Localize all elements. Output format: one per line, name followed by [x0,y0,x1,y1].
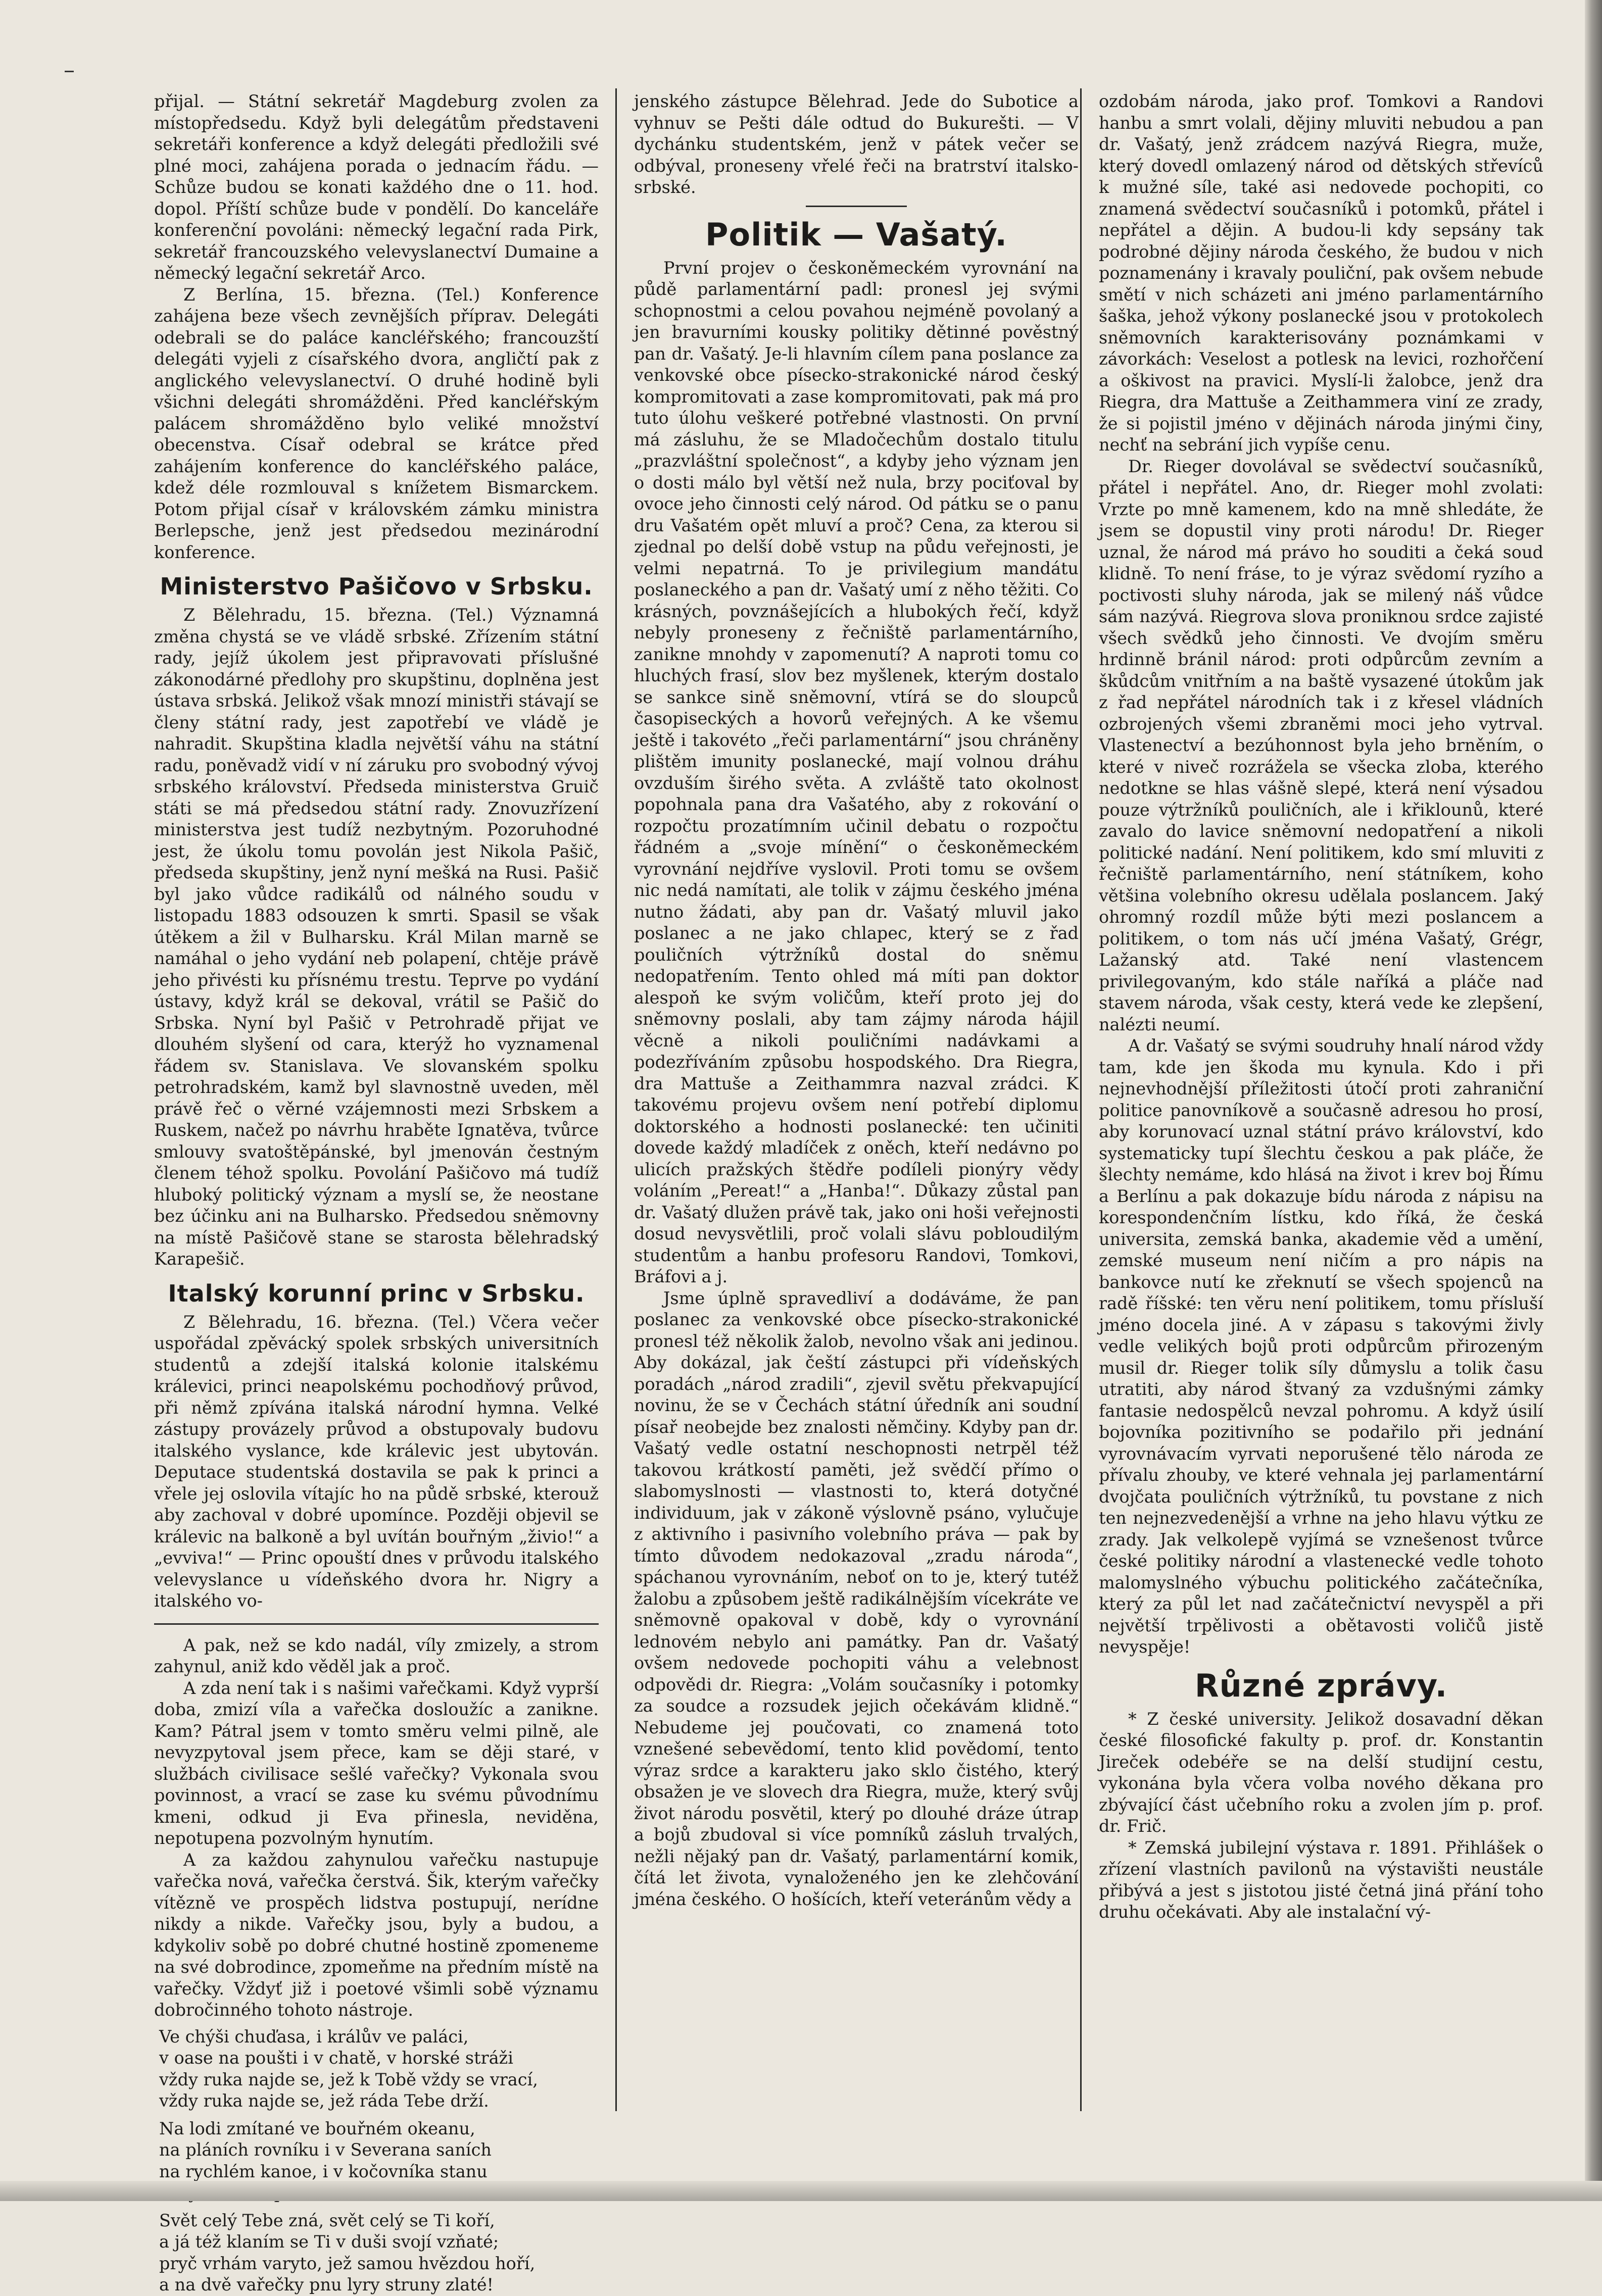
verse-line: Svět celý Tebe zná, svět celý se Ti koří, [159,2210,495,2230]
page-edge-shadow [0,2181,1602,2201]
article-heading: Politik — Vašatý. [705,216,1007,253]
article-heading: Ministerstvo Pašičovo v Srbsku. [160,573,593,600]
column-rule [615,88,617,2111]
short-divider [806,206,907,207]
column-2 [634,91,1079,2111]
page-edge-shadow [1585,0,1602,2201]
paragraph: Z Berlína, 15. března. (Tel.) Konference zahájena beze všech zevnějších příprav. Delegáti odebrali se do paláce kancléřského; francouzští delegáti vyjeli z císařského dvora, angličtí pak z anglického velevyslanectví. O druhé hodině byli všichni delegáti shromážděni. Před kancléřským palácem shromážděno bylo veliké množství obecenstva. Císař odebral se krátce před zahájením konference do kancléřského paláce, kdež déle rozmlouval s knížetem Bismarckem. Potom přijal císař v královském zámku ministra Berlepsche, jenž jest předsedou mezinárodní konference. [154,284,599,562]
news-item: * Z české university. Jelikož dosavadní děkan české filosofické fakulty p. prof. dr. Konstantin Jireček odebéře se na delší studijní cestu, vykonána byla včera volba nového děkana pro zbývající část učebního roku a zvolen jím p. prof. dr. Frič. [1099,1709,1543,1836]
feuilleton-divider [154,1623,599,1625]
verse-line: na pláních rovníku i v Severana saních [159,2140,492,2160]
section-heading: Různé zprávy. [1194,1667,1448,1704]
feuilleton-paragraph: A pak, než se kdo nadál, víly zmizely, a strom zahynul, aniž kdo věděl jak a proč. [154,1635,599,1676]
verse-line: a na dvě vařečky pnu lyry struny zlaté! [159,2275,494,2294]
column-1 [154,91,599,2294]
verse-line: vždy ruka najde se, jež ráda Tebe drží. [159,2091,489,2111]
poem [159,2026,599,2296]
column-3 [1099,91,1543,2111]
column-rule [1080,88,1082,2111]
margin-mark [65,71,74,72]
paragraph: Dr. Rieger dovolával se svědectví současníků, přátel i nepřátel. Ano, dr. Rieger mohl zvolati: Vrzte po mně kamenem, kdo na mně shledáte, že jsem se dopustil viny proti národu! Dr. Rieger uznal, že národ má právo ho souditi a čeká soud klidně. To není fráse, to je výraz svědomí ryzího a poctivosti sluhy národa, jak se milený náš vůdce sám nazývá. Riegrova slova proniknou srdce zajisté všech svědků jeho činnosti. Ve dvojím směru hrdinně bránil národ: proti odpůrcům zevním a škůdcům vnitřním a na baště vysazené útokům jak z řad nepřátel národních tak i z křesel vládních ozbrojených všemi zbraněmi moci jeho vytrval. Vlastenectví a bezúhonnost byla jeho brněním, o které v niveč rozrážela se všecka zloba, kterého nedotkne se hlas vášně slepé, která není výsadou pouze výtržníků pouličních, ale i křiklounů, které zavalo do lavice sněmovní nedopatření a nikoli politické nadání. Není politikem, kdo smí mluviti z řečniště parlamentárního, není státníkem, koho většina volebního okresu udělala poslancem. Jaký ohromný rozdíl může býti mezi poslancem a politikem, o tom nás učí jména Vašatý, Grégr, Lažanský atd. Také není vlastencem privilegovaným, kdo stále naříká a pláče nad stavem národa, však cesty, která vede ke zlepšení, nalézti neumí. [1099,456,1543,1034]
verse-line: v oase na poušti i v chatě, v horské stráži [159,2048,513,2068]
paragraph: Z Bělehradu, 16. března. (Tel.) Včera večer uspořádal zpěvácký spolek srbských universitních studentů a zdejší italská kolonie italskému králevici, princi neapolskému pochodňový průvod, při němž zpívána italská národní hymna. Velké zástupy provázely průvod a obstupovaly budovu italského vyslance, kde králevic jest ubytován. Deputace studentská dostavila se pak k princi a vřele jej oslovila vítajíc ho na půdě srbské, kterouž aby zachoval v dobré upomínce. Později objevil se králevic na balkoně a byl uvítán bouřným „živio!“ a „evviva!“ — Princ opouští dnes v průvodu italského velevyslance u vídeňského dvora hr. Nigry a italského vo- [154,1312,599,1611]
verse-line: na rychlém kanoe, i v kočovníka stanu [159,2161,488,2181]
paragraph: ozdobám národa, jako prof. Tomkovi a Randovi hanbu a smrt volali, dějiny mluviti nebudou a pan dr. Vašatý, jenž zrádcem nazývá Riegra, muže, který dovedl omlazený národ od dětských střevíců k mužné síle, také asi nedovede pochopiti, co znamená svědectví současníků i potomků, přátel i nepřátel a dějin. A budou-li kdy sepsány tak podrobné dějiny národa českého, že budou v nich poznamenány i kravaly pouliční, pak ovšem nebude smětí v nich scházeti ani jméno parlamentárního šaška, jehož výkony poslanecké jsou v protokolech sněmovních karakterisovány poznámkami v závorkách: Veselost a potlesk na levici, rozhořčení a oškivost na pravici. Myslí-li žalobce, jenž dra Riegra, dra Mattuše a Zeithammera viní ze zrady, že si pojistil jméno v dějinách národa jinými činy, nechť na sebrání jich vypíše cenu. [1099,91,1543,455]
verse-line: Ve chýši chuďasa, i králův ve paláci, [159,2026,469,2047]
verse-line: Na lodi zmítané ve bouřném okeanu, [159,2118,475,2138]
article-heading: Italský korunní princ v Srbsku. [168,1279,585,1307]
paragraph: jenského zástupce Bělehrad. Jede do Subotice a vyhnuv se Pešti dále odtud do Bukurešti. — V dychánku studentském, jenž v pátek večer se odbýval, proneseny vřelé řeči na bratrství italsko-srbské. [634,91,1079,197]
paragraph: přijal. — Státní sekretář Magdeburg zvolen za místopředsedu. Když byli delegátům představeni sekretáři konference a když delegáti předložili své plné moci, zahájena porada o jednacím řádu. — Schůze budou se konati každého dne o 11. hod. dopol. Příští schůze bude v pondělí. Do kanceláře konferenční povoláni: německý legační rada Pirk, sekretář francouzského velevyslanectví Dumaine a německý legační sekretář Arco. [154,91,599,283]
feuilleton-paragraph: A zda není tak i s našimi vařečkami. Když vyprší doba, zmizí víla a vařečka dosloužíc a zanikne. Kam? Pátral jsem v tomto směru velmi pilně, ale nevyzpytoval jsem přece, kam se ději staré, v službách civilisace sešlé vařečky? Vykonala svou povinnost, a vrací se zase ku svému původnímu kmeni, odkud ji Eva přinesla, neviděna, nepotupena pozvolným hynutím. [154,1678,599,1848]
paragraph: První projev o českoněmeckém vyrovnání na půdě parlamentární padl: pronesl jej svými schopnostmi a celou povahou nejméně povolaný a jen bravurními kousky politiky dětinné pověstný pan dr. Vašatý. Je-li hlavním cílem pana poslance za venkovské obce písecko-strakonické národ český kompromitovati a zase kompromitovati, pak má pro tuto úlohu veškeré potřebné vlastnosti. On první má zásluhu, že se Mladočechům dostalo titulu „prazvláštní společnost“, a kdyby jeho význam jen o dosti málo byl větší než nula, brzy pociťoval by ovoce jeho činnosti celý národ. Od pátku se o panu dru Vašatém opět mluví a proč? Cena, za kterou si zjednal po delší době vstup na půdu veřejnosti, je velmi nepatrná. To je privilegium mandátu poslaneckého a pan dr. Vašatý umí z něho těžiti. Co krásných, povznášejících a hlubokých řečí, když nebyly proneseny z řečniště parlamentárního, zanikne mnohdy v zapomenutí? A naproti tomu co hluchých frasí, slov bez myšlenek, kterým dostalo se sankce sině sněmovní, vtírá se do sloupců časopiseckých a hovorů veřejných. A ke všemu ještě i takovéto „řeči parlamentární“ jsou chráněny plištěm imunity poslanecké, mají volnou dráhu ovzduším širého světa. A zvláště tato okolnost popohnala pana dra Vašatého, aby z rokování o rozpočtu prozatímním učinil debatu o rozpočtu řádném a „svoje mínění“ o českoněmeckém vyrovnání nejdříve vyslovil. Proti tomu se ovšem nic nedá namítati, ale tolik v zájmu českého jména nutno žádati, aby pan dr. Vašatý mluvil jako poslanec a ne jako chlapec, který se z řad pouličních výtržníků dostal do sněmu nedopatřením. Tento ohled má míti pan doktor alespoň ke svým voličům, kteří proto jej do sněmovny poslali, aby tam zájmy národa hájil věcně a nikoli pouličními nadávkami a podezříváním způsobu hospodského. Dra Riegra, dra Mattuše a Zeithammra nazval zrádci. K takovému projevu ovšem není potřebí diplomu doktorského a hodnosti poslanecké: ten učiniti dovede každý mladíček z oněch, kteří nedávno po ulicích pražských štědře podíleli pionýry vědy voláním „Pereat!“ a „Hanba!“. Důkazy zůstal pan dr. Vašatý dlužen právě tak, jako oni hoši veřejnosti dosud nevysvětlili, proč volali slávu pobloudilým studentům a hanbu profesoru Randovi, Tomkovi, Bráfovi a j. [634,258,1079,1286]
news-item: * Zemská jubilejní výstava r. 1891. Přihlášek o zřízení vlastních pavilonů na výstavišti neustále přibývá a jest s jistotou jisté četná jiná přání toho druhu očekávati. Aby ale instalační vý- [1099,1837,1543,1922]
verse-line: vždy ruka najde se, jež k Tobě vždy se vrací, [159,2069,538,2089]
paragraph: Jsme úplně spravedliví a dodáváme, že pan poslanec za venkovské obce písecko-strakonické pronesl též několik žalob, nevolno však ani jedinou. Aby dokázal, jak čeští zástupci při vídeňských poradách „národ zradili“, zjevil světu překvapující novinu, že se v Čechách státní úředník ani soudní písař neobejde bez znalosti němčiny. Kdyby pan dr. Vašatý vedle ostatní neschopnosti netrpěl též takovou krátkostí paměti, jež svědčí přímo o slabomyslnosti — vlastnosti to, která dotyčné individuum, jak v zákoně výslovně psáno, vylučuje z aktivního i pasivního volebního práva — pak by tímto důvodem nedokazoval „zradu národa“, spáchanou vyrovnáním, neboť on to je, který tutéž žalobu a způsobem ještě radikálnějším vícekráte ve sněmovně opakoval v době, kdy o vyrovnání lednovém nebylo ani památky. Pan dr. Vašatý ovšem nedovede pochopiti váhu a velebnost odpovědi dr. Riegra: „Volám současníky i potomky za soudce a rozsudek jejich očekávám klidně.“ Nebudeme jej poučovati, co znamená toto vznešené sebevědomí, tento klid povědomí, tento výraz srdce a karakteru jako sklo čistého, který obsažen je ve slovech dra Riegra, muže, který svůj život národu posvětil, který po dlouhé dráze útrap a bojů zbudoval si více pomníků zásluh trvalých, nežli nějaký pan dr. Vašatý, parlamentární komik, čítá let života, vynaloženého jen ke zlehčování jména českého. O hošících, kteří veteránům vědy a [634,1288,1079,1909]
feuilleton-paragraph: A za každou zahynulou vařečku nastupuje vařečka nová, vařečka čerstvá. Šik, kterým vařečky vítězně ve prospěch lidstva postupují, nerídne nikdy a nikde. Vařečky jsou, byly a budou, a kdykoliv sobě po dobré chutné hostině zpomeneme na své dobrodince, zpomeňme na předním místě na vařečky. Vždyť již i poetové všimli sobě významu dobročinného tohoto nástroje. [154,1850,599,2020]
paragraph: Z Bělehradu, 15. března. (Tel.) Významná změna chystá se ve vládě srbské. Zřízením státní rady, jejíž úkolem jest připravovati příslušné zákonodárné předlohy pro skupštinu, doplněna jest ústava srbská. Jelikož však mnozí ministři stávají se členy státní rady, jest zapotřebí ve vládě je nahradit. Skupština kladla největší váhu na státní radu, poněvadž vidí v ní záruku pro svobodný vývoj srbského království. Předseda ministerstva Gruič státi se má předsedou státní rady. Znovuzřízení ministerstva jest tudíž nezbytným. Pozoruhodné jest, že úkolu tomu povolán jest Nikola Pašič, předseda skupštiny, jenž nyní mešká na Rusi. Pašič byl jako vůdce radikálů od nálného soudu v listopadu 1883 odsouzen k smrti. Spasil se však útěkem a žil v Bulharsku. Král Milan marně se namáhal o jeho vydání neb polapení, chtěje právě jeho přivésti ku přísnému trestu. Teprve po vydání ústavy, když král se dekoval, vrátil se Pašič do Srbska. Nyní byl Pašič v Petrohradě přijat ve dlouhém slyšení od cara, kterýž ho vyznamenal řádem sv. Stanislava. Ve slovanském spolku petrohradském, kamž byl slavnostně uveden, měl právě řeč o věrné vzájemnosti mezi Srbskem a Ruskem, načež po návrhu hraběte Ignatěva, tvůrce smlouvy svatoštěpánské, byl jmenován čestným členem téhož spolku. Povolání Pašičovo má tudíž hluboký politický význam a myslí se, že neostane bez účinku ani na Bulharsko. Předsedou sněmovny na místě Pašičově stane se starosta bělehradský Karapešič. [154,605,599,1269]
paragraph: A dr. Vašatý se svými soudruhy hnalí národ vždy tam, kde jen škoda mu kynula. Kdo i při nejnevhodnější příležitosti útočí proti zahraniční politice panovníkově a současně adresou ho prosí, aby korunovací uznal státní právo království, kdo systematicky tupí šlechtu českou a pak pláče, že šlechty nemáme, kdo hlásá na život i krev boj Římu a Berlínu a pak dokazuje bídu národa z nápisu na korespondenčním lístku, kdo říká, že česká universita, zemská banka, akademie věd a umění, zemské museum není ničím a pro nápis na bankovce nutí ke zřeknutí se všech spojenců na radě říšské: ten věru není politikem, tomu přísluší jméno docela jiné. A v zápasu s takovými živly vedle velikých bojů proti odpůrcům přirozeným musil dr. Rieger tolik síly důmyslu a tolik času utratiti, aby národ štvaný za vzdušnými zámky fantasie nedospělců nevzal pohromu. A když úsilí bojovníka pozitivního se podařilo při jednání vyrovnávacím vyrvati neporušené tělo národa ze přívalu zhouby, ve které vehnala jej parlamentární dvojčata pouličních výtržníků, tu povstane z nich ten nejnezvedenější a vrhne na jeho hlavu výtku ze zrady. Jak velkolepě vyjímá se vznešenost tvůrce české politiky národní a vlastenecké vedle tohoto malomyslného výbuchu politického začátečníka, který za půl let nad začátečnictví nevyspěl a při největší trpělivosti a obětavosti voličů jistě nevyspěje! [1099,1036,1543,1657]
verse-line: a já též klaním se Ti v duši svojí vzňaté; [159,2232,499,2252]
verse-line: pryč vrhám varyto, jež samou hvězdou hoří, [159,2253,536,2273]
